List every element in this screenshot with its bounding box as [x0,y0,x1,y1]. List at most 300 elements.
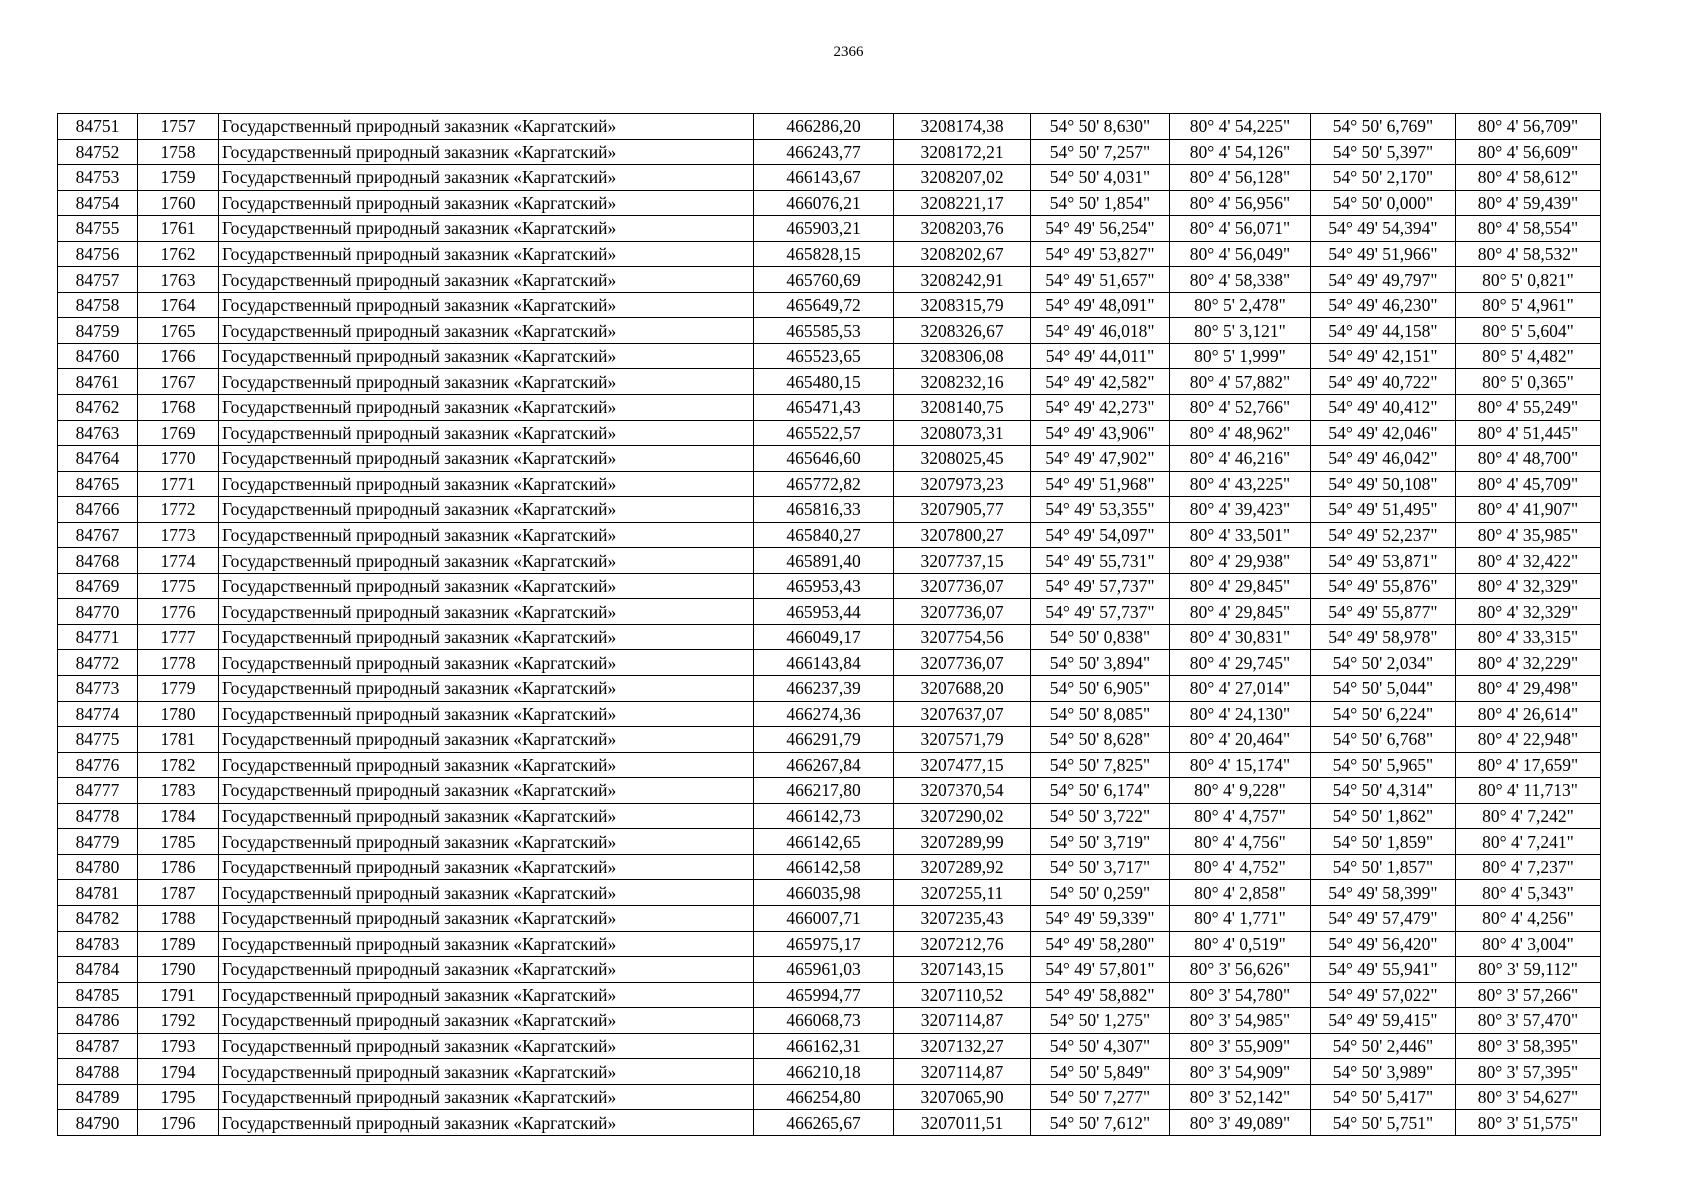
latitude-2-cell: 54° 50' 3,989" [1311,1059,1456,1085]
record-number-cell: 84779 [58,829,138,855]
latitude-1-cell: 54° 50' 4,031" [1031,165,1170,191]
table-row [58,165,1601,191]
point-number-cell: 1781 [138,727,219,753]
y-coordinate-cell: 3207235,43 [894,905,1031,931]
longitude-2-cell: 80° 5' 0,365" [1456,369,1601,395]
longitude-1-cell: 80° 3' 54,780" [1170,982,1311,1008]
record-number-cell: 84773 [58,676,138,702]
table-row [58,957,1601,983]
x-coordinate-cell: 466267,84 [754,752,894,778]
longitude-1-cell: 80° 5' 1,999" [1170,343,1311,369]
y-coordinate-cell: 3208203,76 [894,216,1031,242]
latitude-2-cell: 54° 49' 40,412" [1311,395,1456,421]
x-coordinate-cell: 465994,77 [754,982,894,1008]
latitude-2-cell: 54° 49' 57,479" [1311,905,1456,931]
y-coordinate-cell: 3208025,45 [894,446,1031,472]
longitude-2-cell: 80° 3' 57,395" [1456,1059,1601,1085]
longitude-2-cell: 80° 4' 59,439" [1456,190,1601,216]
x-coordinate-cell: 465840,27 [754,522,894,548]
latitude-2-cell: 54° 50' 5,965" [1311,752,1456,778]
point-number-cell: 1779 [138,676,219,702]
latitude-2-cell: 54° 49' 46,230" [1311,292,1456,318]
latitude-2-cell: 54° 49' 56,420" [1311,931,1456,957]
table-row [58,343,1601,369]
object-name-cell: Государственный природный заказник «Каргатский» [219,522,754,548]
table-row [58,599,1601,625]
latitude-2-cell: 54° 49' 53,871" [1311,548,1456,574]
x-coordinate-cell: 465522,57 [754,420,894,446]
object-name-cell: Государственный природный заказник «Каргатский» [219,1033,754,1059]
object-name-cell: Государственный природный заказник «Каргатский» [219,369,754,395]
table-row [58,471,1601,497]
point-number-cell: 1763 [138,267,219,293]
longitude-2-cell: 80° 4' 7,237" [1456,854,1601,880]
point-number-cell: 1782 [138,752,219,778]
record-number-cell: 84754 [58,190,138,216]
object-name-cell: Государственный природный заказник «Каргатский» [219,701,754,727]
x-coordinate-cell: 465975,17 [754,931,894,957]
latitude-1-cell: 54° 50' 8,085" [1031,701,1170,727]
record-number-cell: 84784 [58,957,138,983]
longitude-2-cell: 80° 4' 35,985" [1456,522,1601,548]
longitude-2-cell: 80° 3' 58,395" [1456,1033,1601,1059]
longitude-1-cell: 80° 4' 43,225" [1170,471,1311,497]
latitude-2-cell: 54° 50' 6,224" [1311,701,1456,727]
object-name-cell: Государственный природный заказник «Каргатский» [219,267,754,293]
table-row [58,854,1601,880]
longitude-1-cell: 80° 4' 52,766" [1170,395,1311,421]
latitude-1-cell: 54° 49' 57,801" [1031,957,1170,983]
latitude-2-cell: 54° 49' 49,797" [1311,267,1456,293]
latitude-1-cell: 54° 49' 42,582" [1031,369,1170,395]
longitude-1-cell: 80° 4' 24,130" [1170,701,1311,727]
point-number-cell: 1774 [138,548,219,574]
longitude-1-cell: 80° 4' 9,228" [1170,778,1311,804]
latitude-2-cell: 54° 50' 2,170" [1311,165,1456,191]
x-coordinate-cell: 465953,43 [754,573,894,599]
y-coordinate-cell: 3207114,87 [894,1059,1031,1085]
x-coordinate-cell: 466076,21 [754,190,894,216]
latitude-1-cell: 54° 49' 59,339" [1031,905,1170,931]
y-coordinate-cell: 3208172,21 [894,139,1031,165]
table-row [58,497,1601,523]
longitude-1-cell: 80° 4' 56,128" [1170,165,1311,191]
table-row [58,803,1601,829]
latitude-1-cell: 54° 49' 46,018" [1031,318,1170,344]
object-name-cell: Государственный природный заказник «Каргатский» [219,471,754,497]
point-number-cell: 1773 [138,522,219,548]
x-coordinate-cell: 465646,60 [754,446,894,472]
record-number-cell: 84790 [58,1110,138,1136]
object-name-cell: Государственный природный заказник «Каргатский» [219,803,754,829]
y-coordinate-cell: 3207477,15 [894,752,1031,778]
x-coordinate-cell: 466286,20 [754,114,894,140]
latitude-2-cell: 54° 49' 50,108" [1311,471,1456,497]
object-name-cell: Государственный природный заказник «Каргатский» [219,114,754,140]
object-name-cell: Государственный природный заказник «Каргатский» [219,957,754,983]
longitude-2-cell: 80° 5' 0,821" [1456,267,1601,293]
latitude-2-cell: 54° 50' 1,859" [1311,829,1456,855]
longitude-2-cell: 80° 4' 56,709" [1456,114,1601,140]
longitude-1-cell: 80° 4' 56,049" [1170,241,1311,267]
x-coordinate-cell: 466068,73 [754,1008,894,1034]
longitude-1-cell: 80° 4' 4,752" [1170,854,1311,880]
object-name-cell: Государственный природный заказник «Каргатский» [219,165,754,191]
longitude-2-cell: 80° 4' 22,948" [1456,727,1601,753]
point-number-cell: 1776 [138,599,219,625]
longitude-2-cell: 80° 4' 45,709" [1456,471,1601,497]
y-coordinate-cell: 3207736,07 [894,650,1031,676]
y-coordinate-cell: 3208174,38 [894,114,1031,140]
table-row [58,369,1601,395]
y-coordinate-cell: 3208315,79 [894,292,1031,318]
table-row [58,522,1601,548]
record-number-cell: 84763 [58,420,138,446]
longitude-2-cell: 80° 3' 57,266" [1456,982,1601,1008]
x-coordinate-cell: 466142,73 [754,803,894,829]
object-name-cell: Государственный природный заказник «Каргатский» [219,752,754,778]
latitude-2-cell: 54° 49' 55,941" [1311,957,1456,983]
y-coordinate-cell: 3207011,51 [894,1110,1031,1136]
longitude-2-cell: 80° 4' 7,241" [1456,829,1601,855]
table-row [58,139,1601,165]
longitude-1-cell: 80° 4' 29,845" [1170,573,1311,599]
point-number-cell: 1768 [138,395,219,421]
record-number-cell: 84776 [58,752,138,778]
longitude-1-cell: 80° 3' 54,909" [1170,1059,1311,1085]
table-row [58,727,1601,753]
longitude-1-cell: 80° 4' 15,174" [1170,752,1311,778]
x-coordinate-cell: 465891,40 [754,548,894,574]
longitude-2-cell: 80° 4' 48,700" [1456,446,1601,472]
record-number-cell: 84761 [58,369,138,395]
point-number-cell: 1787 [138,880,219,906]
record-number-cell: 84758 [58,292,138,318]
latitude-1-cell: 54° 49' 53,355" [1031,497,1170,523]
longitude-1-cell: 80° 4' 46,216" [1170,446,1311,472]
x-coordinate-cell: 466274,36 [754,701,894,727]
latitude-1-cell: 54° 49' 58,882" [1031,982,1170,1008]
longitude-1-cell: 80° 4' 56,956" [1170,190,1311,216]
object-name-cell: Государственный природный заказник «Каргатский» [219,548,754,574]
record-number-cell: 84780 [58,854,138,880]
longitude-1-cell: 80° 3' 54,985" [1170,1008,1311,1034]
record-number-cell: 84772 [58,650,138,676]
object-name-cell: Государственный природный заказник «Каргатский» [219,497,754,523]
point-number-cell: 1789 [138,931,219,957]
table-row [58,216,1601,242]
table-row [58,880,1601,906]
longitude-1-cell: 80° 4' 33,501" [1170,522,1311,548]
longitude-1-cell: 80° 4' 29,845" [1170,599,1311,625]
latitude-1-cell: 54° 49' 55,731" [1031,548,1170,574]
y-coordinate-cell: 3208140,75 [894,395,1031,421]
point-number-cell: 1769 [138,420,219,446]
y-coordinate-cell: 3207143,15 [894,957,1031,983]
y-coordinate-cell: 3208242,91 [894,267,1031,293]
table-row [58,905,1601,931]
longitude-1-cell: 80° 4' 57,882" [1170,369,1311,395]
y-coordinate-cell: 3207065,90 [894,1084,1031,1110]
object-name-cell: Государственный природный заказник «Каргатский» [219,190,754,216]
table-row [58,190,1601,216]
point-number-cell: 1764 [138,292,219,318]
record-number-cell: 84764 [58,446,138,472]
point-number-cell: 1772 [138,497,219,523]
record-number-cell: 84757 [58,267,138,293]
y-coordinate-cell: 3207736,07 [894,599,1031,625]
table-row [58,292,1601,318]
longitude-2-cell: 80° 4' 55,249" [1456,395,1601,421]
x-coordinate-cell: 465480,15 [754,369,894,395]
longitude-2-cell: 80° 4' 11,713" [1456,778,1601,804]
x-coordinate-cell: 465953,44 [754,599,894,625]
table-row [58,752,1601,778]
longitude-1-cell: 80° 4' 2,858" [1170,880,1311,906]
y-coordinate-cell: 3207132,27 [894,1033,1031,1059]
latitude-2-cell: 54° 50' 4,314" [1311,778,1456,804]
latitude-1-cell: 54° 50' 7,612" [1031,1110,1170,1136]
latitude-1-cell: 54° 49' 54,097" [1031,522,1170,548]
y-coordinate-cell: 3207800,27 [894,522,1031,548]
longitude-2-cell: 80° 5' 5,604" [1456,318,1601,344]
table-row [58,701,1601,727]
latitude-2-cell: 54° 50' 1,862" [1311,803,1456,829]
y-coordinate-cell: 3208326,67 [894,318,1031,344]
table-row [58,267,1601,293]
object-name-cell: Государственный природный заказник «Каргатский» [219,343,754,369]
y-coordinate-cell: 3207637,07 [894,701,1031,727]
record-number-cell: 84787 [58,1033,138,1059]
latitude-1-cell: 54° 49' 51,968" [1031,471,1170,497]
record-number-cell: 84786 [58,1008,138,1034]
object-name-cell: Государственный природный заказник «Каргатский» [219,982,754,1008]
longitude-2-cell: 80° 4' 3,004" [1456,931,1601,957]
latitude-2-cell: 54° 50' 5,417" [1311,1084,1456,1110]
longitude-2-cell: 80° 4' 41,907" [1456,497,1601,523]
latitude-2-cell: 54° 50' 5,397" [1311,139,1456,165]
y-coordinate-cell: 3207754,56 [894,624,1031,650]
table-row [58,114,1601,140]
latitude-2-cell: 54° 49' 57,022" [1311,982,1456,1008]
latitude-2-cell: 54° 49' 44,158" [1311,318,1456,344]
table-body [58,114,1601,1136]
record-number-cell: 84785 [58,982,138,1008]
y-coordinate-cell: 3207905,77 [894,497,1031,523]
object-name-cell: Государственный природный заказник «Каргатский» [219,727,754,753]
x-coordinate-cell: 466210,18 [754,1059,894,1085]
y-coordinate-cell: 3208221,17 [894,190,1031,216]
record-number-cell: 84753 [58,165,138,191]
x-coordinate-cell: 466217,80 [754,778,894,804]
table-row [58,420,1601,446]
x-coordinate-cell: 466007,71 [754,905,894,931]
longitude-2-cell: 80° 4' 32,329" [1456,573,1601,599]
longitude-2-cell: 80° 4' 26,614" [1456,701,1601,727]
longitude-2-cell: 80° 3' 51,575" [1456,1110,1601,1136]
longitude-1-cell: 80° 4' 20,464" [1170,727,1311,753]
latitude-1-cell: 54° 49' 58,280" [1031,931,1170,957]
record-number-cell: 84778 [58,803,138,829]
latitude-1-cell: 54° 50' 3,894" [1031,650,1170,676]
y-coordinate-cell: 3207688,20 [894,676,1031,702]
longitude-1-cell: 80° 4' 54,126" [1170,139,1311,165]
record-number-cell: 84766 [58,497,138,523]
latitude-2-cell: 54° 49' 52,237" [1311,522,1456,548]
table-row [58,778,1601,804]
longitude-2-cell: 80° 4' 51,445" [1456,420,1601,446]
latitude-2-cell: 54° 50' 6,768" [1311,727,1456,753]
point-number-cell: 1792 [138,1008,219,1034]
latitude-2-cell: 54° 50' 0,000" [1311,190,1456,216]
y-coordinate-cell: 3207370,54 [894,778,1031,804]
x-coordinate-cell: 466243,77 [754,139,894,165]
object-name-cell: Государственный природный заказник «Каргатский» [219,829,754,855]
record-number-cell: 84775 [58,727,138,753]
point-number-cell: 1780 [138,701,219,727]
point-number-cell: 1783 [138,778,219,804]
record-number-cell: 84770 [58,599,138,625]
y-coordinate-cell: 3208306,08 [894,343,1031,369]
object-name-cell: Государственный природный заказник «Каргатский» [219,241,754,267]
longitude-1-cell: 80° 5' 3,121" [1170,318,1311,344]
longitude-1-cell: 80° 4' 29,938" [1170,548,1311,574]
table-row [58,548,1601,574]
latitude-1-cell: 54° 50' 8,630" [1031,114,1170,140]
longitude-2-cell: 80° 3' 54,627" [1456,1084,1601,1110]
record-number-cell: 84777 [58,778,138,804]
x-coordinate-cell: 466143,67 [754,165,894,191]
table-row [58,1008,1601,1034]
x-coordinate-cell: 466265,67 [754,1110,894,1136]
point-number-cell: 1794 [138,1059,219,1085]
point-number-cell: 1758 [138,139,219,165]
object-name-cell: Государственный природный заказник «Каргатский» [219,573,754,599]
record-number-cell: 84783 [58,931,138,957]
latitude-2-cell: 54° 49' 58,399" [1311,880,1456,906]
longitude-1-cell: 80° 3' 55,909" [1170,1033,1311,1059]
longitude-2-cell: 80° 4' 29,498" [1456,676,1601,702]
x-coordinate-cell: 466142,65 [754,829,894,855]
x-coordinate-cell: 465585,53 [754,318,894,344]
latitude-1-cell: 54° 50' 1,275" [1031,1008,1170,1034]
record-number-cell: 84760 [58,343,138,369]
x-coordinate-cell: 465828,15 [754,241,894,267]
record-number-cell: 84751 [58,114,138,140]
table-row [58,446,1601,472]
latitude-1-cell: 54° 50' 7,277" [1031,1084,1170,1110]
x-coordinate-cell: 465772,82 [754,471,894,497]
point-number-cell: 1785 [138,829,219,855]
point-number-cell: 1778 [138,650,219,676]
longitude-2-cell: 80° 4' 58,532" [1456,241,1601,267]
table-row [58,624,1601,650]
latitude-1-cell: 54° 50' 7,825" [1031,752,1170,778]
coordinates-table-container [57,113,1601,1136]
record-number-cell: 84771 [58,624,138,650]
latitude-1-cell: 54° 49' 48,091" [1031,292,1170,318]
record-number-cell: 84781 [58,880,138,906]
x-coordinate-cell: 466254,80 [754,1084,894,1110]
point-number-cell: 1791 [138,982,219,1008]
x-coordinate-cell: 465523,65 [754,343,894,369]
y-coordinate-cell: 3207571,79 [894,727,1031,753]
longitude-2-cell: 80° 4' 58,554" [1456,216,1601,242]
longitude-1-cell: 80° 4' 27,014" [1170,676,1311,702]
y-coordinate-cell: 3207737,15 [894,548,1031,574]
record-number-cell: 84765 [58,471,138,497]
latitude-1-cell: 54° 49' 43,906" [1031,420,1170,446]
point-number-cell: 1771 [138,471,219,497]
latitude-1-cell: 54° 50' 6,174" [1031,778,1170,804]
y-coordinate-cell: 3207110,52 [894,982,1031,1008]
longitude-1-cell: 80° 4' 29,745" [1170,650,1311,676]
latitude-2-cell: 54° 50' 6,769" [1311,114,1456,140]
latitude-2-cell: 54° 49' 55,877" [1311,599,1456,625]
latitude-1-cell: 54° 49' 53,827" [1031,241,1170,267]
record-number-cell: 84752 [58,139,138,165]
longitude-1-cell: 80° 4' 4,756" [1170,829,1311,855]
latitude-1-cell: 54° 50' 5,849" [1031,1059,1170,1085]
table-row [58,1059,1601,1085]
latitude-1-cell: 54° 50' 1,854" [1031,190,1170,216]
longitude-2-cell: 80° 3' 59,112" [1456,957,1601,983]
object-name-cell: Государственный природный заказник «Каргатский» [219,676,754,702]
point-number-cell: 1761 [138,216,219,242]
longitude-2-cell: 80° 3' 57,470" [1456,1008,1601,1034]
y-coordinate-cell: 3207736,07 [894,573,1031,599]
longitude-2-cell: 80° 4' 7,242" [1456,803,1601,829]
point-number-cell: 1775 [138,573,219,599]
longitude-2-cell: 80° 4' 32,422" [1456,548,1601,574]
y-coordinate-cell: 3208073,31 [894,420,1031,446]
latitude-2-cell: 54° 49' 51,966" [1311,241,1456,267]
record-number-cell: 84774 [58,701,138,727]
point-number-cell: 1757 [138,114,219,140]
x-coordinate-cell: 466291,79 [754,727,894,753]
y-coordinate-cell: 3207973,23 [894,471,1031,497]
longitude-1-cell: 80° 4' 0,519" [1170,931,1311,957]
object-name-cell: Государственный природный заказник «Каргатский» [219,931,754,957]
object-name-cell: Государственный природный заказник «Каргатский» [219,216,754,242]
x-coordinate-cell: 465961,03 [754,957,894,983]
point-number-cell: 1795 [138,1084,219,1110]
latitude-2-cell: 54° 49' 54,394" [1311,216,1456,242]
latitude-1-cell: 54° 49' 44,011" [1031,343,1170,369]
latitude-1-cell: 54° 49' 57,737" [1031,573,1170,599]
y-coordinate-cell: 3207290,02 [894,803,1031,829]
latitude-1-cell: 54° 50' 7,257" [1031,139,1170,165]
object-name-cell: Государственный природный заказник «Каргатский» [219,292,754,318]
longitude-1-cell: 80° 3' 49,089" [1170,1110,1311,1136]
latitude-2-cell: 54° 49' 51,495" [1311,497,1456,523]
longitude-1-cell: 80° 4' 39,423" [1170,497,1311,523]
x-coordinate-cell: 466143,84 [754,650,894,676]
longitude-2-cell: 80° 4' 58,612" [1456,165,1601,191]
latitude-1-cell: 54° 50' 6,905" [1031,676,1170,702]
latitude-2-cell: 54° 49' 58,978" [1311,624,1456,650]
record-number-cell: 84782 [58,905,138,931]
longitude-2-cell: 80° 4' 4,256" [1456,905,1601,931]
object-name-cell: Государственный природный заказник «Каргатский» [219,1110,754,1136]
latitude-1-cell: 54° 50' 0,838" [1031,624,1170,650]
record-number-cell: 84788 [58,1059,138,1085]
record-number-cell: 84762 [58,395,138,421]
latitude-2-cell: 54° 50' 5,044" [1311,676,1456,702]
object-name-cell: Государственный природный заказник «Каргатский» [219,880,754,906]
longitude-2-cell: 80° 5' 4,482" [1456,343,1601,369]
longitude-2-cell: 80° 5' 4,961" [1456,292,1601,318]
